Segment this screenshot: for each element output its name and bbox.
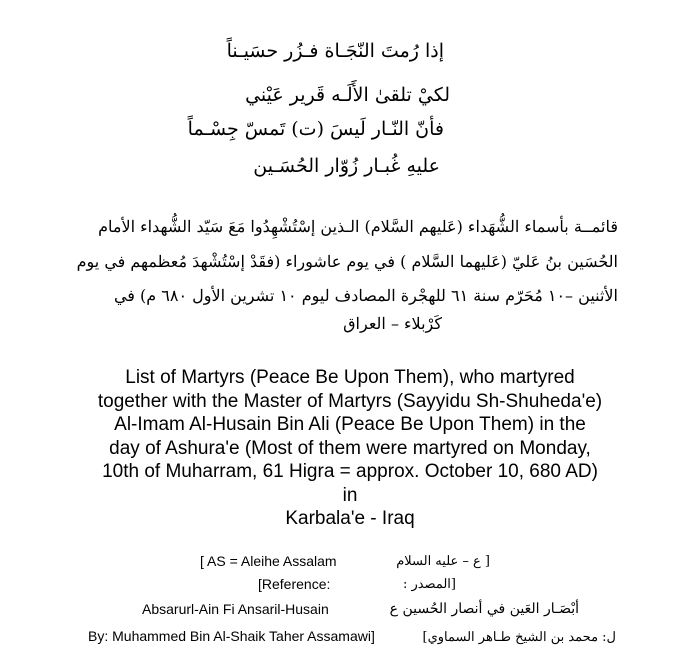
english-intro-line-4: day of Ashura'e (Most of them were martyred on Monday, (109, 437, 591, 459)
english-intro-line-1: List of Martyrs (Peace Be Upon Them), who martyred (125, 367, 575, 388)
poem-line-3: فأنّ النّـار لَيسَ (ت) تَمسّ جِسْـماً (187, 118, 444, 140)
arabic-intro-line-3: الأثنين –١٠ مُحَرّم سنة ٦١ للهجْرة المصادف ليوم ١٠ تشرين الأول ٦٨٠ م) في (113, 286, 618, 305)
arabic-intro-line-4: كَرْبلاء – العراق (343, 314, 442, 333)
source-author-en: By: Muhammed Bin Al-Shaik Taher Assamawi] (88, 628, 375, 644)
english-intro-line-3: Al-Imam Al-Husain Bin Ali (Peace Be Upon Them) in the (114, 414, 586, 435)
english-intro-line-6: in (342, 484, 358, 506)
poem-line-2: لكيْ تلقىٰ الأَلَـه قَرير عَيْني (245, 84, 450, 106)
arabic-intro-line-1: قائمــة بأسماء الشُّهَداء (عَليهم السَّلام) الـذين إسْتُشْهِدُوا مَعَ سَيّد الشُّهداء الأمام (98, 217, 618, 236)
english-intro (0, 366, 700, 531)
reference-label-en: [Reference: (258, 576, 331, 592)
english-intro-line-7: Karbala'e - Iraq (285, 508, 415, 529)
abbreviation-note-en: [ AS = Aleihe Assalam (200, 553, 337, 569)
english-intro-line-5: 10th of Muharram, 61 Higra = approx. October 10, 680 AD) (102, 461, 598, 482)
poem-line-1: إذا رُمتَ النّجَـاة فـزُر حسَيـناً (226, 40, 444, 62)
english-intro-line-2: together with the Master of Martyrs (Sayyidu Sh-Shuheda'e) (97, 390, 603, 412)
source-title-en: Absarurl-Ain Fi Ansaril-Husain (142, 601, 329, 617)
reference-label-ar: [المصدر : (402, 577, 456, 592)
abbreviation-note-ar: [ ع – عليه السلام (396, 554, 490, 569)
arabic-intro-line-2: الحُسَين بنُ عَليّ (عَليهما السَّلام ) في يوم عاشوراء (فقَدْ إسْتُشْهدَ مُعظمهم في يوم (76, 252, 618, 271)
poem-line-4: عليهِ غُبـار زُوّار الحُسَـين (253, 155, 440, 177)
source-title-ar: أبْصَـار العَين في أنصار الحُسين ع (389, 601, 579, 617)
source-author-ar: ل: محمد بن الشيخ طـاهر السماوي] (422, 630, 616, 645)
